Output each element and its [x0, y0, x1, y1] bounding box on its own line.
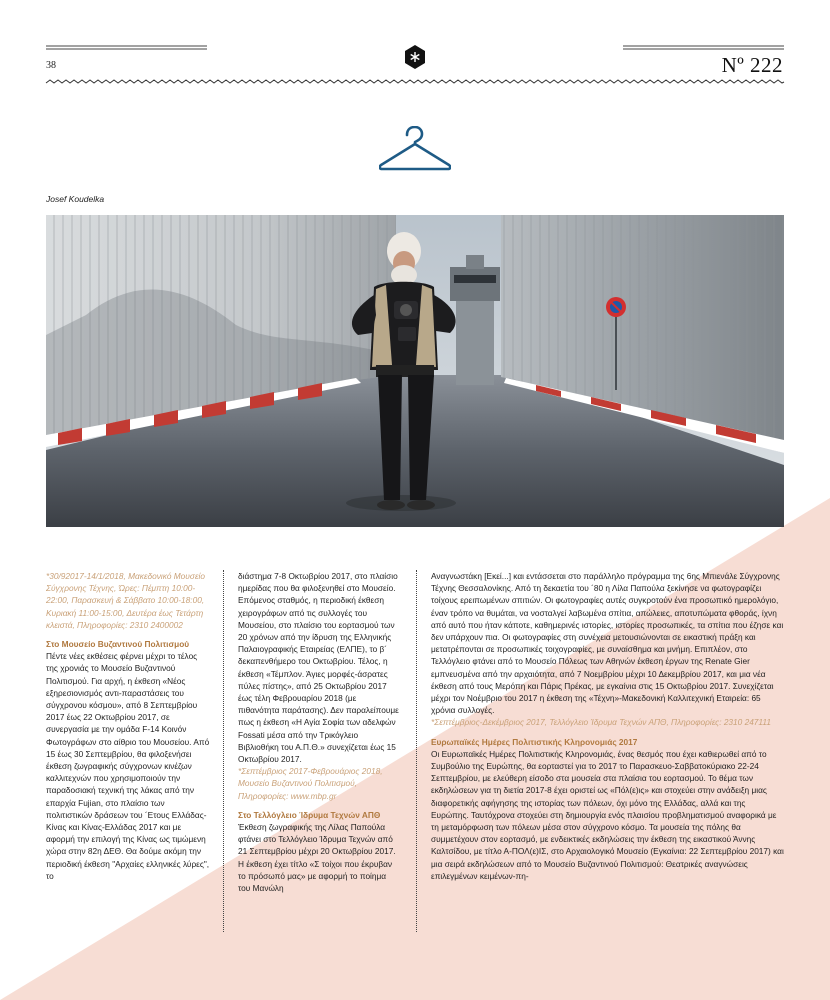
event-info: *Σεπτέμβριος 2017-Φεβρουάριος 2018, Μουσείο Βυζαντινού Πολιτισμού, Πληροφορίες: www.mbp.gr — [238, 766, 383, 801]
photo-caption: Josef Koudelka — [46, 194, 105, 204]
article-text: Πέντε νέες εκθέσεις φέρνει μέχρι το τέλος της χρονιάς το Μουσείο Βυζαντινού Πολιτισμού. Για αρχή, η έκθεση «Νέος εξηρεσιονισμός αντι-παραστάσεις του σύγχρονου κόσμου», από 8 Σεπτεμβρίου 2017 έως 22 Οκτωβρίου 2017, σε συνεργασία με την ομάδα F-14 Κοινόν Φωτογράφων στο αίθριο του Μουσείου. Από 15 έως 30 Σεπτεμβρίου, θα φιλοξενήσει έκθεση ζωγραφικής σύγχρονων κινέζων καλλιτεχνών που χρησιμοποιούν την παραδοσιακή τεχνική της λάκας από την επαρχία Fujian, στο πλαίσιο των πολιτιστικών δράσεων του ´Ετους Ελλάδας-Κίνας και Κίνας-Ελλάδας 2017 και με αφορμή την επιλογή της Κίνας ως τιμώμενη χώρα στην 82η ΔΕΘ. Θα δούμε ακόμη την περιοδική έκθεση "Αρχαίες ελληνικές λύρες", το — [46, 651, 210, 881]
section-heading: Ευρωπαϊκές Ημέρες Πολιτιστικής Κληρονομιάς 2017 — [431, 736, 638, 747]
asterisk-icon — [405, 45, 425, 69]
article-column-3 — [431, 570, 784, 882]
section-heading: Στο Μουσείο Βυζαντινού Πολιτισμού — [46, 639, 190, 650]
event-info: *30/92017-14/1/2018, Μακεδονικό Μουσείο Σύγχρονης Τέχνης, Ώρες: Πέμπτη 10:00-22:00, Παρασκευή & Σάββατο 10:00-18:00, Κυριακή 11:00-15:00, Δευτέρα έως Τετάρτη κλειστά, Πληροφορίες: 2310 2400002 — [46, 571, 205, 630]
section-heading: Στο Τελλόγλειο Ίδρυμα Τεχνών ΑΠΘ — [238, 809, 381, 820]
photograph — [46, 215, 784, 527]
article-column-1 — [46, 570, 210, 882]
column-divider — [416, 570, 417, 932]
article-text: διάστημα 7-8 Οκτωβρίου 2017, στο πλαίσιο ημερίδας που θα φιλοξενηθεί στο Μουσείο. Επόμενος σταθμός, η περιοδική έκθεση χειρογράφων από τις συλλογές του Μουσείου, στο πλαίσιο του εορτασμού των 20 χρόνων από την ίδρυση της Ελληνικής Παλαιογραφικής Εταιρείας (ΕΛΠΕ), το β´ δεκαπενθήμερο του Οκτωβρίου. Τέλος, η έκθεση «Τέμπλον. Άγιες μορφές-άσρατες πύλες πίστης», από 25 Οκτωβρίου 2017 έως τέλη Φεβρουαρίου 2018 (με πιθανότητα παράτασης). Δεν παραλείπουμε πως η έκθεση «Η Αγία Σοφία των αδελφών Fossati μέσα από την Τρικόγλειο Βιβλιοθήκη του Α.Π.Θ.» συνεχίζεται έως 15 Οκτωβρίου 2017. — [238, 571, 399, 765]
article-text: Έκθεση ζωγραφικής της Λίλας Παπούλα φτάνει στο Τελλόγλειο Ίδρυμα Τεχνών από 21 Σεπτεμβρίου μέχρι 20 Οκτωβρίου 2017. Η έκθεση έχει τίτλο «Σ τοίχοι που έκρυβαν το πρόσωπό μας» με αφορμή το ποίημα του Μανώλη — [238, 822, 396, 894]
page-number: 38 — [46, 60, 56, 71]
column-divider — [223, 570, 224, 932]
article-text: Οι Ευρωπαϊκές Ημέρες Πολιτιστικής Κληρονομιάς, ένας θεσμός που έχει καθιερωθεί από το Συμβούλιο της Ευρώπης, θα εορταστεί για το 2017 το Παρασκευο-Σαββατοκύριακο 22-24 Σεπτεμβρίου, με ελεύθερη είσοδο στα μουσεία στα πλαίσια του εορτασμού. Το θέμα των εκδηλώσεων για τη διετία 2017-8 έχει οριστεί ως «Πόλ(ε)ις» και στοχεύει στην ανάδειξη μιας διαφορετικής αφήγησης της ιστορίας των πόλεων, όχι μόνο της Ελλάδας, αλλά και της Ευρώπης. Ταυτόχρονα στοχεύει στη δημιουργία ενός πλαισίου προβληματισμού αναφορικά με τη μεταμόρφωση των πόλεων μέσα στον σύγχρονο κόσμο. Τα μουσεία της πόλης θα συμμετέχουν στον εορτασμό, με ενδεικτικές εκδηλώσεις την έκθεση της εικαστικού Άννης Καλτσίδου, με τίτλο Α-ΠΟΛ(ε)ΙΣ, στο Αρχαιολογικό Μουσείο (Εγκαίνια: 22 Σεπτεμβρίου 2017) και μια σειρά εκδηλώσεων από το Μουσείο Βυζαντινού Πολιτισμού: Θεατρικές αναγνώσεις επιλεγμένων κειμένων-πη- — [431, 748, 784, 881]
issue-number: Nº 222 — [721, 53, 783, 77]
article-text: Αναγνωστάκη [Εκεί...] και εντάσσεται στο παράλληλο πρόγραμμα της 6ης Μπιενάλε Σύγχρονης Τέχνης Θεσσαλονίκης. Από τη δεκαετία του ´80 η Λίλα Παπούλα ξεκίνησε να φωτογραφίζει τοίχους ερειπωμένων σπιτιών. Οι φωτογραφίες αυτές συγκροτούν ένα προσωπικό ημερολόγιο, έναν τρόπο να θυμάται, να νοσταλγεί λαβωμένα σπίτια, απώλειες, αποτυπώματα φθοράς, ίχνη από αυτό που ήταν κάποτε, καθημερινές ιστορίες, ιστορίες προσωπικές, τα σπίτια που έζησε και δεν υπάρχουν πια. Οι φωτογραφίες στη συνέχεια μετουσιώνονται σε εικαστική πράξη και μετατρέπονται σε προσωπικές τοιχογραφίες, με συναίσθημα και μνήμη. Επιπλέον, στο Τελλόγλειο φτάνει από το Μουσείο Πόλεως των Αθηνών έκθεση έργων της Renate Gier εμπνευσμένα από την αρχαιότητα, από 7 Νοεμβρίου μέχρι 10 Δεκεμβρίου 2017, και μια νέα έκθεση από τους Μερόπη και Πάρις Πρέκας, με εγκαίνια στις 15 Οκτωβρίου 2017. Συνεχίζεται μέχρι τον Νοέμβριο του 2017 η έκθεση της «Τέχνη»-Μακεδονική Καλλιτεχνική Εταιρεία: 65 χρόνια συλλογές. — [431, 571, 784, 716]
event-info: *Σεπτέμβριος-Δεκέμβριος 2017, Τελλόγλειο Ίδρυμα Τεχνών ΑΠΘ, Πληροφορίες: 2310 247111 — [431, 717, 772, 728]
page-header-ornament — [0, 0, 830, 100]
article-column-2 — [238, 570, 400, 894]
hanger-icon — [379, 126, 451, 172]
